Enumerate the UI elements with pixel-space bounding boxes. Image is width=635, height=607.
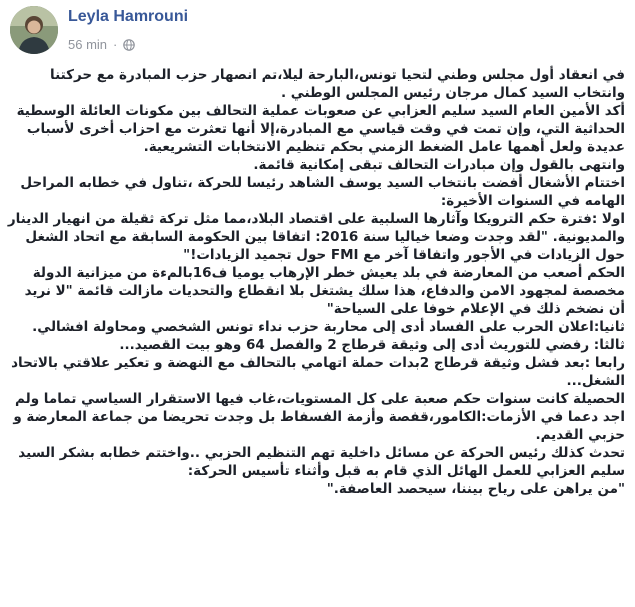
post-paragraph: الحصيلة كانت سنوات حكم صعبة على كل المستويات،غاب فيها الاستقرار السياسي تماما ولم اجد دعما في الأزمات:الكامور،قفصة وأزمة الفسفاط بل وجدت تحريضا من جماعة المعارضة و حزبي القديم. xyxy=(13,391,625,443)
author-name[interactable]: Leyla Hamrouni xyxy=(68,8,189,25)
post-paragraph: ثالثا: رفضي للتوريث أدى إلى وثيقة قرطاج 2 والفصل 64 وهو بيت القصيد... xyxy=(119,337,625,353)
post-header xyxy=(10,6,625,58)
avatar-photo xyxy=(10,6,58,54)
post-meta xyxy=(68,37,135,52)
globe-icon[interactable] xyxy=(123,39,135,51)
post-paragraph: اختتام الأشغال أفضت بانتخاب السيد يوسف الشاهد رئيسا للحركة ،تناول في خطابه المراحل الهامه في السنوات الأخيرة: xyxy=(20,175,625,209)
post-paragraph: في انعقاد أول مجلس وطني لتحيا تونس،البارحة ليلا،تم انصهار حزب المبادرة مع حركتنا وانتخاب السيد كمال مرجان رئيس المجلس الوطني . xyxy=(50,67,625,101)
post-paragraph: رابعا :بعد فشل وثيقة قرطاج 2بدات حملة اتهامي بالتحالف مع النهضة و تعكير علاقتي بالاتحاد الشغل... xyxy=(11,355,625,389)
post-paragraph: اولا :فترة حكم الترويكا وآثارها السلبية على اقتصاد البلاد،مما مثل تركة ثقيلة من انهيار الدينار والمديونية. "لقد وجدت وضعا خياليا سنة 2016: اتفاقا بين الحكومة السابقة مع اتحاد الشغل حول الزيادات في الأجور واتفاقا آخر مع FMI حول تجميد الزيادات!" xyxy=(7,211,625,263)
post-body xyxy=(7,66,625,498)
post-timestamp[interactable]: 56 min xyxy=(68,37,108,52)
post-paragraph: ثانيا:اعلان الحرب على الفساد أدى إلى محاربة حزب نداء تونس الشخصي ومحاولة افشالي. xyxy=(32,319,625,335)
meta-separator: · xyxy=(113,37,118,52)
post-paragraph: وانتهى بالقول وإن مبادرات التحالف تبقى إمكانية قائمة. xyxy=(253,157,625,173)
post-paragraph: تحدث كذلك رئيس الحركة عن مسائل داخلية تهم التنظيم الحزبي ..واختتم خطابه بشكر السيد سليم العزابي للعمل الهائل الذي قام به قبل وأثناء تأسيس الحركة: xyxy=(18,445,625,479)
post-paragraph: الحكم أصعب من المعارضة في بلد يعيش خطر الإرهاب يوميا ف16بالمءة من ميزانية الدولة مخصصة لمجهود الامن والدفاع، هذا سلك يشتغل بلا انقطاع والتحديات مازالت قائمة "لا نريد أن نضخم ذلك في الإعلام خوفا على السياحة" xyxy=(24,265,625,317)
avatar[interactable] xyxy=(10,6,58,54)
post-paragraph: "من يراهن على رياح بيننا، سيحصد العاصفة." xyxy=(326,481,625,497)
post-paragraph: أكد الأمين العام السيد سليم العزابي عن صعوبات عملية التحالف بين مكونات العائلة الوسطية الحداثية التي، وإن تمت في وقت قياسي مع المبادرة،إلا أنها تعثرت مع احزاب أخرى لأسباب عديدة ولعل أهمها عامل الضغط الزمني بحكم تنظيم الانتخابات التشريعية. xyxy=(16,103,625,155)
